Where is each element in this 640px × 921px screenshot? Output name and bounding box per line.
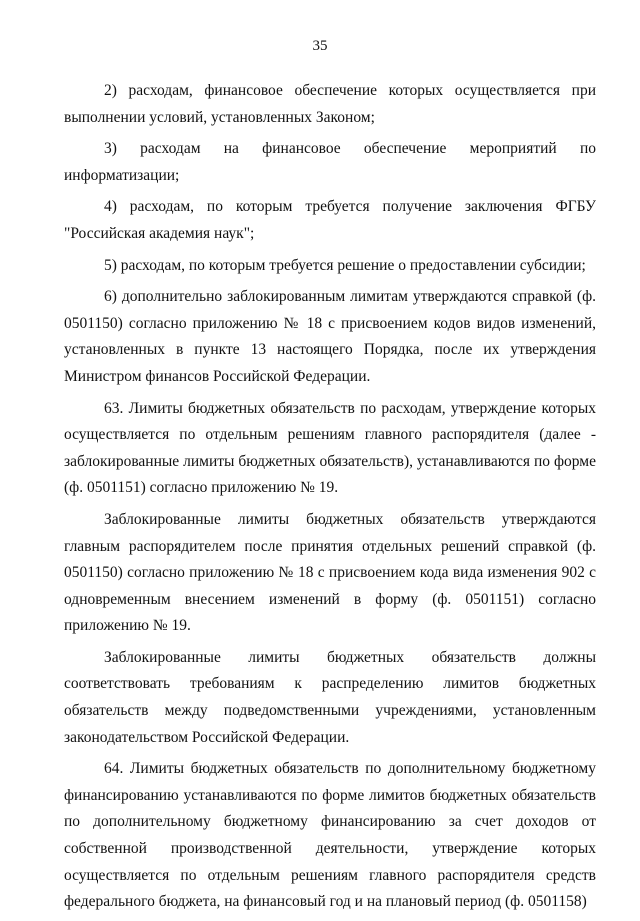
document-body [64, 78, 596, 921]
paragraph-item-5: 5) расходам, по которым требуется решение о предоставлении субсидии; [104, 256, 586, 274]
paragraph-item-6: 6) дополнительно заблокированным лимитам утверждаются справкой (ф. 0501150) согласно приложению № 18 с присвоением кодов видов изменений, установленных в пункте 13 настоящего Порядка, после их утверждения Министром финансов Российской Федерации. [64, 288, 596, 385]
paragraph-clause-64: 64. Лимиты бюджетных обязательств по дополнительному бюджетному финансированию устанавливаются по форме лимитов бюджетных обязательств по дополнительному бюджетному финансированию за счет доходов от собственной производственной деятельности, утверждение которых осуществляется по отдельным решениям главного распорядителя средств федерального бюджета, на финансовый год и на плановый период (ф. 0501158) [64, 760, 596, 911]
page-number: 35 [312, 38, 328, 54]
paragraph-item-3: 3) расходам на финансовое обеспечение мероприятий по информатизации; [64, 140, 596, 184]
paragraph-clause-63: 63. Лимиты бюджетных обязательств по расходам, утверждение которых осуществляется по отдельным решениям главного распорядителя (далее - заблокированные лимиты бюджетных обязательств), устанавливаются по форме (ф. 0501151) согласно приложению № 19. [64, 399, 596, 497]
paragraph-item-2: 2) расходам, финансовое обеспечение которых осуществляется при выполнении условий, установленных Законом; [64, 82, 596, 126]
paragraph-item-4: 4) расходам, по которым требуется получение заключения ФГБУ "Российская академия наук"; [64, 198, 596, 242]
paragraph-blocked-limits-approval: Заблокированные лимиты бюджетных обязательств утверждаются главным распорядителем после принятия отдельных решений справкой (ф. 0501150) согласно приложению № 18 с присвоением кода вида изменения 902 с одновременным внесением изменений в форму (ф. 0501151) согласно приложению № 19. [64, 510, 596, 635]
paragraph-blocked-limits-requirements: Заблокированные лимиты бюджетных обязательств должны соответствовать требованиям к распределению лимитов бюджетных обязательств между подведомственными учреждениями, установленным законодательством Российской Федерации. [64, 648, 596, 746]
